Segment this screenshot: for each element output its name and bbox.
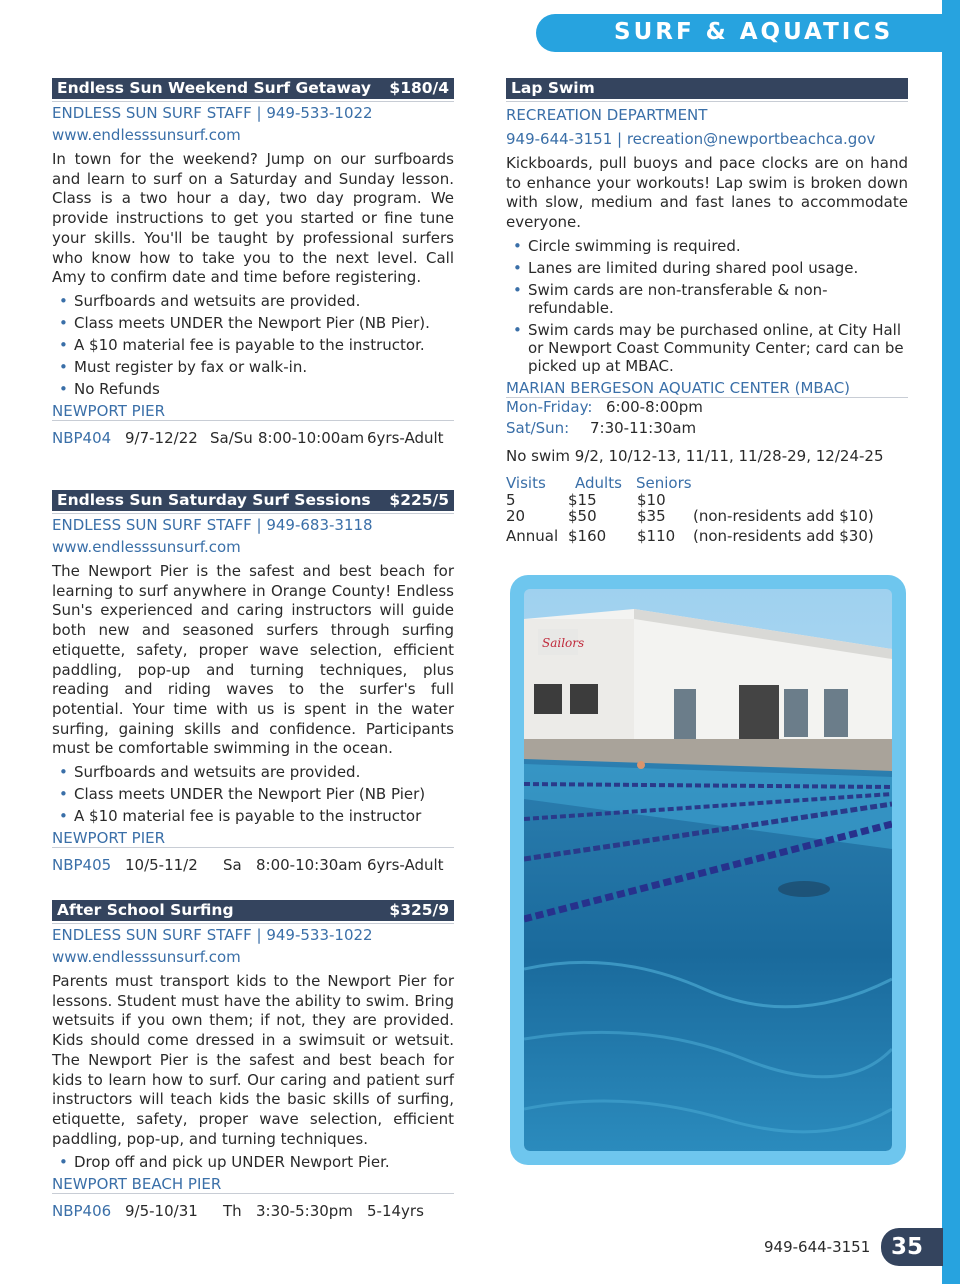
- list-item: • A $10 material fee is payable to the instructor: [74, 805, 454, 827]
- course-days: Th: [223, 1202, 242, 1221]
- afterschool-staff: ENDLESS SUN SURF STAFF | 949-533-1022: [52, 926, 373, 944]
- course-ages: 6yrs-Adult: [367, 428, 444, 447]
- afterschool-section: [52, 900, 454, 1222]
- list-item: • Circle swimming is required.: [528, 235, 908, 257]
- course-dates: 10/5-11/2: [125, 856, 198, 875]
- list-item: • Swim cards may be purchased online, at City Hall or Newport Coast Community Center; card can be picked up at MBAC.: [528, 321, 908, 375]
- pool-photo: [524, 589, 892, 1151]
- weekday-hours: [506, 397, 703, 417]
- right-edge-bar: [942, 0, 960, 1284]
- getaway-price: $180/4: [389, 79, 449, 97]
- lapswim-contact[interactable]: 949-644-3151 | recreation@newportbeachca.gov: [506, 130, 876, 148]
- table-cell: 20: [506, 507, 526, 525]
- table-cell: $35: [637, 507, 666, 525]
- col-visits: Visits: [506, 474, 546, 492]
- saturday-section: [52, 490, 454, 876]
- lapswim-location: MARIAN BERGESON AQUATIC CENTER (MBAC): [506, 379, 908, 398]
- lapswim-title: Lap Swim: [511, 79, 595, 97]
- weekend-label: Sat/Sun:: [506, 419, 570, 437]
- lapswim-description: Kickboards, pull buoys and pace clocks are on hand to enhance your workouts! Lap swim is broken down with slow, medium and fast lanes to accommodate everyone.: [506, 154, 908, 232]
- col-adults: Adults: [575, 474, 622, 492]
- weekday-time: 6:00-8:00pm: [606, 398, 703, 416]
- list-item: • Surfboards and wetsuits are provided.: [74, 761, 454, 783]
- pool-photo-frame: [510, 575, 906, 1165]
- footer-phone: 949-644-3151: [764, 1238, 871, 1256]
- getaway-description: In town for the weekend? Jump on our surfboards and learn to surf on a Saturday and Sunday lesson. Class is a two hour a day, two day program. We provide instructions to get you started or fine tune your skills. You'll be taught by professional surfers who know how to take you to the next level. Call Amy to confirm date and time before registering.: [52, 150, 454, 287]
- getaway-bullets: [52, 290, 454, 400]
- afterschool-title-bar: [52, 900, 454, 921]
- afterschool-title: After School Surfing: [57, 901, 234, 919]
- afterschool-url[interactable]: www.endlesssunsurf.com: [52, 948, 241, 966]
- pool-illustration: [524, 589, 892, 1151]
- saturday-price: $225/5: [389, 491, 449, 509]
- table-cell: $160: [568, 527, 607, 545]
- afterschool-schedule-row: [52, 1200, 454, 1222]
- lapswim-title-bar: [506, 78, 908, 99]
- lapswim-dept: RECREATION DEPARTMENT: [506, 106, 708, 124]
- course-ages: 5-14yrs: [367, 1202, 424, 1221]
- table-cell: 5: [506, 491, 516, 509]
- getaway-section: [52, 78, 454, 449]
- table-cell: (non-residents add $30): [693, 527, 874, 545]
- course-time: 8:00-10:30am: [256, 856, 363, 875]
- getaway-location: NEWPORT PIER: [52, 402, 454, 421]
- course-ages: 6yrs-Adult: [367, 856, 444, 875]
- table-cell: $50: [568, 507, 597, 525]
- table-cell: (non-residents add $10): [693, 507, 874, 525]
- course-time: 8:00-10:00am: [258, 428, 365, 447]
- course-dates: 9/5-10/31: [125, 1202, 198, 1221]
- table-cell: $15: [568, 491, 597, 509]
- saturday-location: NEWPORT PIER: [52, 829, 454, 848]
- saturday-url[interactable]: www.endlesssunsurf.com: [52, 538, 241, 556]
- weekend-time: 7:30-11:30am: [590, 419, 697, 437]
- list-item: • No Refunds: [74, 378, 454, 400]
- course-code: NBP405: [52, 856, 112, 875]
- saturday-staff: ENDLESS SUN SURF STAFF | 949-683-3118: [52, 516, 373, 534]
- afterschool-price: $325/9: [389, 901, 449, 919]
- saturday-schedule-row: [52, 854, 454, 876]
- list-item: • Must register by fax or walk-in.: [74, 356, 454, 378]
- weekday-label: Mon-Friday:: [506, 398, 593, 416]
- divider: [506, 99, 908, 102]
- list-item: • Drop off and pick up UNDER Newport Pier.: [74, 1151, 454, 1173]
- list-item: • Class meets UNDER the Newport Pier (NB Pier).: [74, 312, 454, 334]
- no-swim-dates: No swim 9/2, 10/12-13, 11/11, 11/28-29, 12/24-25: [506, 447, 884, 465]
- afterschool-location: NEWPORT BEACH PIER: [52, 1175, 454, 1194]
- col-seniors: Seniors: [636, 474, 692, 492]
- getaway-title-bar: [52, 78, 454, 99]
- course-days: Sa/Su: [210, 428, 253, 447]
- getaway-url[interactable]: www.endlesssunsurf.com: [52, 126, 241, 144]
- getaway-schedule-row: [52, 427, 454, 449]
- saturday-description: The Newport Pier is the safest and best beach for learning to surf anywhere in Orange County! Endless Sun's experienced and caring instructors will guide both new and seasoned surfers through surfing etiquette, safety, proper wave selection, efficient paddling, pop-up and turning techniques, plus reading and riding waves to the surfer's full potential. Your time with us is spent in the water surfing, gaining skills and confidence. Participants must be comfortable swimming in the ocean.: [52, 562, 454, 758]
- table-cell: $10: [637, 491, 666, 509]
- lapswim-section: [506, 78, 908, 398]
- getaway-title: Endless Sun Weekend Surf Getaway: [57, 79, 372, 97]
- page-number: 35: [881, 1228, 943, 1266]
- saturday-title: Endless Sun Saturday Surf Sessions: [57, 491, 371, 509]
- lapswim-bullets: [506, 235, 908, 375]
- table-cell: $110: [637, 527, 676, 545]
- section-header-tab: [536, 14, 960, 52]
- list-item: • Swim cards are non-transferable & non-refundable.: [528, 281, 908, 317]
- list-item: • Class meets UNDER the Newport Pier (NB Pier): [74, 783, 454, 805]
- list-item: • A $10 material fee is payable to the instructor.: [74, 334, 454, 356]
- svg-text:Sailors: Sailors: [542, 636, 585, 650]
- list-item: • Surfboards and wetsuits are provided.: [74, 290, 454, 312]
- course-days: Sa: [223, 856, 242, 875]
- course-code: NBP404: [52, 428, 112, 447]
- getaway-staff: ENDLESS SUN SURF STAFF | 949-533-1022: [52, 104, 373, 122]
- course-time: 3:30-5:30pm: [256, 1202, 353, 1221]
- saturday-title-bar: [52, 490, 454, 511]
- course-dates: 9/7-12/22: [125, 428, 198, 447]
- section-title: SURF & AQUATICS: [614, 19, 894, 45]
- list-item: • Lanes are limited during shared pool usage.: [528, 257, 908, 279]
- saturday-bullets: [52, 761, 454, 827]
- table-cell: Annual: [506, 527, 559, 545]
- weekend-hours: [506, 418, 697, 438]
- course-code: NBP406: [52, 1202, 112, 1221]
- afterschool-description: Parents must transport kids to the Newport Pier for lessons. Student must have the ability to swim. Bring wetsuits if you own them; if not, they are provided. Kids should come dressed in a swimsuit or wetsuit. The Newport Pier is the safest and best beach for kids to learn how to surf. Our caring and patient surf instructors will teach kids the basic skills of surfing, etiquette, safety, proper wave selection, efficient paddling, pop-up, and turning techniques.: [52, 972, 454, 1148]
- afterschool-bullets: [52, 1151, 454, 1173]
